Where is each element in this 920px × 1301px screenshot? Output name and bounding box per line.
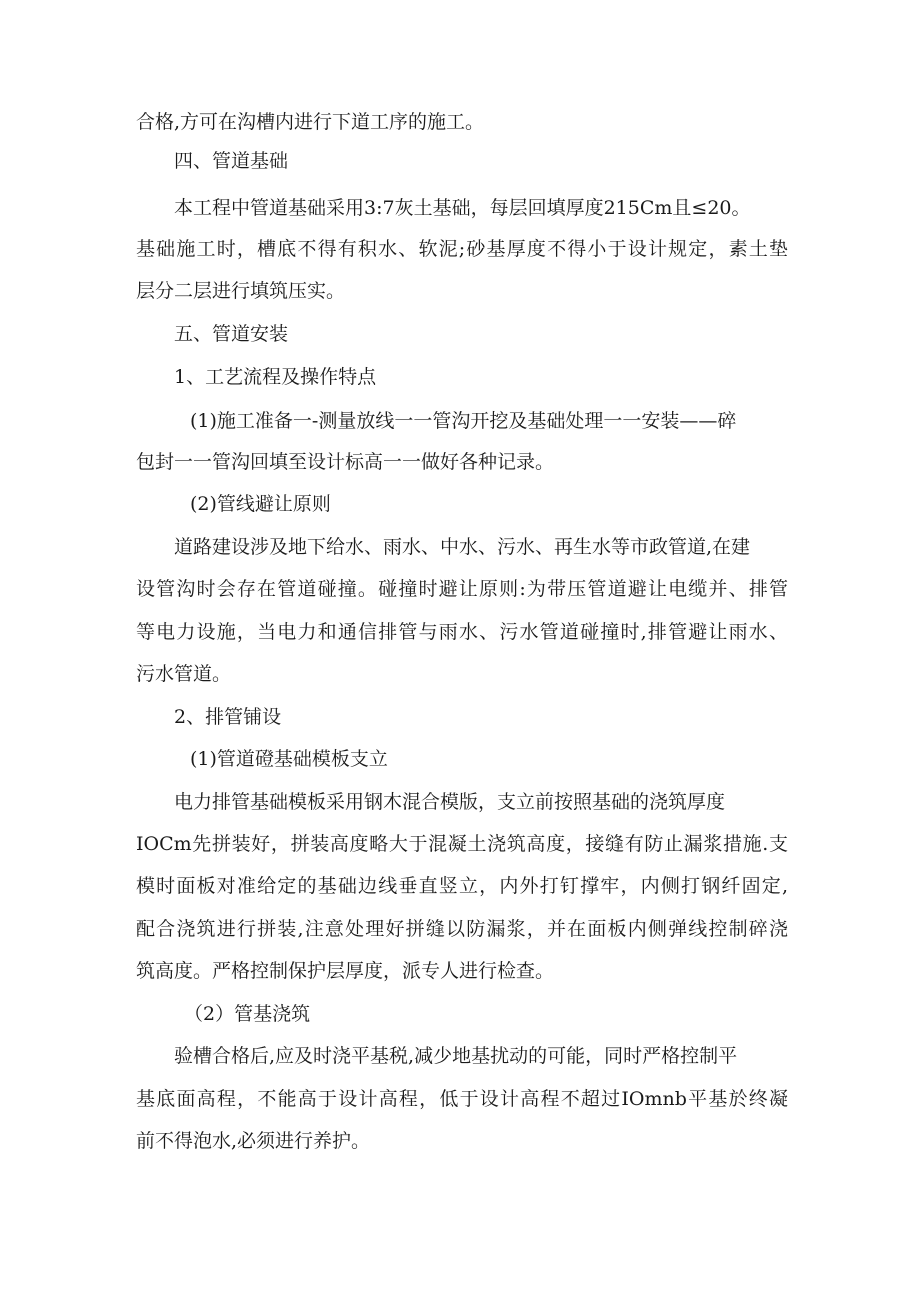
subsection-heading: 2、排管铺设 <box>174 706 282 728</box>
section-heading: 五、管道安装 <box>174 323 289 345</box>
text-line: 包封一一管沟回填至设计标高一一做好各种记录。 <box>136 451 555 473</box>
text-line: 前不得泡水,必须进行养护。 <box>136 1130 371 1152</box>
section-heading: 四、管道基础 <box>174 150 289 172</box>
text-line: 合格,方可在沟槽内进行下道工序的施工。 <box>136 111 485 133</box>
subsection-heading: (1)管道磴基础模板支立 <box>190 748 388 770</box>
text-line: 设管沟时会存在管道碰撞。碰撞时避让原则:为带压管道避让电缆并、排管 <box>136 578 788 600</box>
text-line: 基础施工时，槽底不得有积水、软泥;砂基厚度不得小于设计规定，素土垫 <box>136 238 788 260</box>
text-line: 筑高度。严格控制保护层厚度，派专人进行检查。 <box>136 960 555 982</box>
text-line: 道路建设涉及地下给水、雨水、中水、污水、再生水等市政管道,在建 <box>174 536 751 558</box>
text-line: IOCm先拼装好，拼装高度略大于混凝土浇筑高度，接缝有防止漏浆措施.支 <box>136 833 788 855</box>
subsection-heading: （2）管基浇筑 <box>184 1003 311 1025</box>
text-line: 本工程中管道基础采用3:7灰土基础，每层回填厚度215Cm且≤20。 <box>174 197 751 219</box>
text-line: 模时面板对准给定的基础边线垂直竖立，内外打钉撑牢，内侧打钢纤固定, <box>136 875 788 897</box>
text-line: 基底面高程，不能高于设计高程，低于设计高程不超过IOmnb平基於终凝 <box>136 1088 788 1110</box>
text-line: 等电力设施，当电力和通信排管与雨水、污水管道碰撞时,排管避让雨水、 <box>136 621 788 643</box>
subsection-heading: (2)管线避让原则 <box>190 493 331 515</box>
text-line: 验槽合格后,应及时浇平基税,减少地基扰动的可能，同时严格控制平 <box>174 1045 738 1067</box>
text-line: (1)施工准备一-测量放线一一管沟开挖及基础处理一一安装——碎 <box>190 410 737 432</box>
text-line: 电力排管基础模板采用钢木混合模版，支立前按照基础的浇筑厚度 <box>174 791 726 813</box>
text-line: 配合浇筑进行拼装,注意处理好拼缝以防漏浆，并在面板内侧弹线控制碎浇 <box>136 918 788 940</box>
text-line: 污水管道。 <box>136 663 232 685</box>
subsection-heading: 1、工艺流程及操作特点 <box>174 366 377 388</box>
text-line: 层分二层进行填筑压实。 <box>136 280 346 302</box>
